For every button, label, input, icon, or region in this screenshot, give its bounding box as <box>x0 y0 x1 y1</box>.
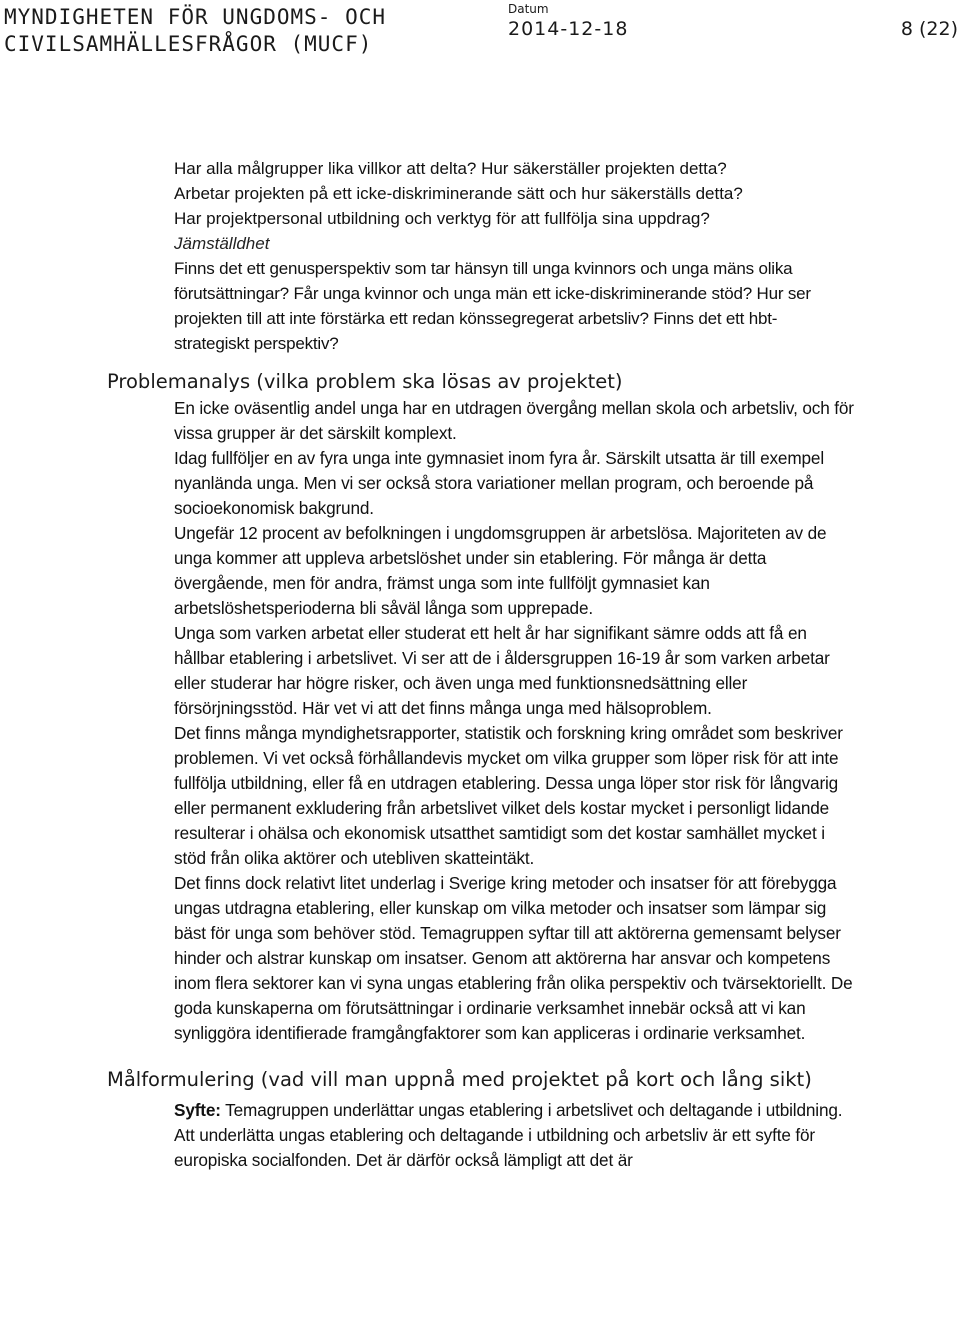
body-paragraph: Att underlätta ungas etablering och deltagande i utbildning och arbetsliv är ett syfte för europiska socialfonden. Det är därför också lämpligt att det är <box>174 1125 815 1170</box>
organization-name <box>4 4 386 58</box>
question-list <box>174 156 834 356</box>
page-header <box>0 0 960 60</box>
document-date: 2014-12-18 <box>508 18 629 40</box>
syfte-text: Temagruppen underlättar ungas etablering i arbetslivet och deltagande i utbildning. <box>220 1100 843 1120</box>
date-label: Datum <box>508 2 549 16</box>
jamstalldhet-questions: Finns det ett genusperspektiv som tar hänsyn till unga kvinnors och unga mäns olika förutsättningar? Får unga kvinnor och unga män ett icke-diskriminerande stöd? Hur ser projekten till att inte förstärka ett redan könssegregerat arbetsliv? Finns det ett hbt-strategiskt perspektiv? <box>174 259 811 353</box>
body-paragraph: Ungefär 12 procent av befolkningen i ungdomsgruppen är arbetslösa. Majoriteten av de unga kommer att uppleva arbetslöshet under sin etablering. För många är detta övergående, men för andra, främst unga som inte fullföljt gymnasiet kan arbetslöshetsperioderna bli såväl långa som upprepade. <box>174 523 827 618</box>
body-paragraph: Unga som varken arbetat eller studerat ett helt år har signifikant sämre odds att få en hållbar etablering i arbetslivet. Vi ser att de i åldersgruppen 16-19 år som varken arbetar eller studerar har högre risker, och även unga med funktionsnedsättning eller försörjningsstöd. Här vet vi att det finns många unga med hälsoproblem. <box>174 623 830 718</box>
problemanalys-body <box>174 396 854 1046</box>
body-paragraph: Det finns många myndighetsrapporter, statistik och forskning kring området som beskriver problemen. Vi vet också förhållandevis mycket om vilka grupper som löper risk för att inte fullfölja utbildning, eller få en utdragen etablering. Dessa unga löper stor risk för långvarig eller permanent exkludering från arbetslivet vilket dels kostar mycket i personligt lidande resulterar i ohälsa och ekonomisk utsatthet samtidigt som det kostar samhället mycket i stöd från olika aktörer och utebliven skatteintäkt. <box>174 723 843 868</box>
body-paragraph: En icke oväsentlig andel unga har en utdragen övergång mellan skola och arbetsliv, och för vissa grupper är det särskilt komplext. <box>174 398 854 443</box>
section-heading-malformulering: Målformulering (vad vill man uppnå med projektet på kort och lång sikt) <box>107 1068 812 1091</box>
body-paragraph: Idag fullföljer en av fyra unga inte gymnasiet inom fyra år. Särskilt utsatta är till exempel nyanlända unga. Men vi ser också stora variationer mellan program, och beroende på socioekonomisk bakgrund. <box>174 448 824 518</box>
organization-name-line2: CIVILSAMHÄLLESFRÅGOR (MUCF) <box>4 32 373 56</box>
section-heading-problemanalys: Problemanalys (vilka problem ska lösas av projektet) <box>107 370 623 393</box>
syfte-paragraph <box>174 1098 854 1123</box>
question-text: Arbetar projekten på ett icke-diskriminerande sätt och hur säkerställs detta? <box>174 184 743 203</box>
subheading-jamstalldhet: Jämställdhet <box>174 234 270 253</box>
organization-name-line1: MYNDIGHETEN FÖR UNGDOMS- OCH <box>4 5 387 29</box>
body-paragraph: Det finns dock relativt litet underlag i Sverige kring metoder och insatser för att förebygga ungas utdragna etablering, eller kunskap om vilka metoder och insatser som lämpar sig bäst för unga som behöver stöd. Temagruppen syftar till att aktörerna gemensamt belyser hinder och alstrar kunskap om insatser. Genom att aktörerna har ansvar och kompetens inom flera sektorer kan vi syna ungas etablering från olika perspektiv och tvärsektoriellt. De goda kunskaperna om förutsättningar i ordinarie verksamhet innebär också att vi kan synliggöra identifierade framgångfaktorer som kan appliceras i ordinarie verksamhet. <box>174 873 853 1043</box>
malformulering-body <box>174 1098 854 1173</box>
document-body <box>0 156 960 1173</box>
page-number: 8 (22) <box>900 18 958 40</box>
question-text: Har alla målgrupper lika villkor att delta? Hur säkerställer projekten detta? <box>174 159 727 178</box>
question-text: Har projektpersonal utbildning och verktyg för att fullfölja sina uppdrag? <box>174 209 710 228</box>
syfte-label: Syfte: <box>174 1100 221 1120</box>
